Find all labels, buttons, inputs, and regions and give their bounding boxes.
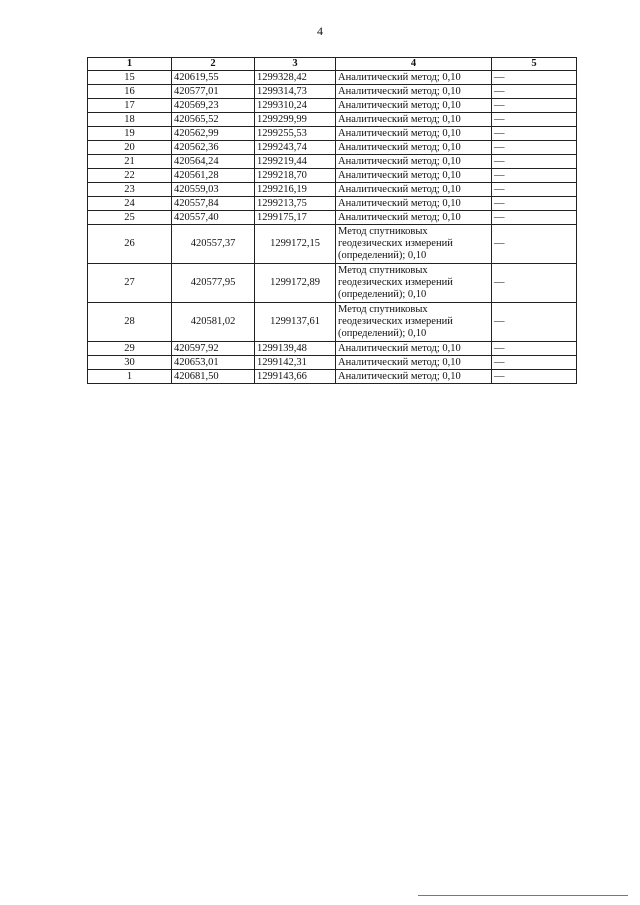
method-cell bbox=[336, 370, 492, 384]
method-cell bbox=[336, 356, 492, 370]
method-text: Аналитический метод; 0,10 bbox=[338, 141, 461, 153]
method-text: Аналитический метод; 0,10 bbox=[338, 113, 461, 125]
x-coordinate-cell: 420581,02 bbox=[172, 303, 255, 342]
x-coordinate-cell: 420562,99 bbox=[172, 127, 255, 141]
x-coordinate-cell: 420597,92 bbox=[172, 342, 255, 356]
x-coordinate-cell: 420557,40 bbox=[172, 211, 255, 225]
y-coordinate-cell: 1299328,42 bbox=[255, 71, 336, 85]
point-number-cell: 26 bbox=[88, 225, 172, 264]
description-cell: — bbox=[492, 356, 577, 370]
x-coordinate-cell: 420577,95 bbox=[172, 264, 255, 303]
y-coordinate-cell: 1299143,66 bbox=[255, 370, 336, 384]
column-header-method: 4 bbox=[336, 58, 492, 71]
coordinates-table bbox=[87, 57, 577, 384]
method-text: Аналитический метод; 0,10 bbox=[338, 370, 461, 382]
method-text: (определений); 0,10 bbox=[338, 250, 427, 261]
method-text: Аналитический метод; 0,10 bbox=[338, 169, 461, 181]
method-cell bbox=[336, 155, 492, 169]
point-number-cell: 29 bbox=[88, 342, 172, 356]
description-cell: — bbox=[492, 99, 577, 113]
method-cell bbox=[336, 183, 492, 197]
description-cell: — bbox=[492, 183, 577, 197]
table-row bbox=[88, 155, 577, 169]
point-number-cell: 17 bbox=[88, 99, 172, 113]
y-coordinate-cell: 1299243,74 bbox=[255, 141, 336, 155]
point-number-cell: 18 bbox=[88, 113, 172, 127]
y-coordinate-cell: 1299299,99 bbox=[255, 113, 336, 127]
description-cell: — bbox=[492, 127, 577, 141]
method-text: Аналитический метод; 0,10 bbox=[338, 197, 461, 209]
point-number-cell: 16 bbox=[88, 85, 172, 99]
method-text: (определений); 0,10 bbox=[338, 328, 427, 339]
description-cell: — bbox=[492, 342, 577, 356]
method-text: Аналитический метод; 0,10 bbox=[338, 342, 461, 354]
description-cell: — bbox=[492, 197, 577, 211]
point-number-cell: 20 bbox=[88, 141, 172, 155]
y-coordinate-cell: 1299213,75 bbox=[255, 197, 336, 211]
method-cell bbox=[336, 85, 492, 99]
description-cell: — bbox=[492, 71, 577, 85]
point-number-cell: 22 bbox=[88, 169, 172, 183]
method-cell bbox=[336, 264, 492, 303]
method-cell bbox=[336, 211, 492, 225]
description-cell: — bbox=[492, 370, 577, 384]
y-coordinate-cell: 1299172,89 bbox=[255, 264, 336, 303]
method-cell bbox=[336, 197, 492, 211]
table-row bbox=[88, 141, 577, 155]
method-text: (определений); 0,10 bbox=[338, 289, 427, 300]
table-body bbox=[88, 71, 577, 384]
y-coordinate-cell: 1299139,48 bbox=[255, 342, 336, 356]
x-coordinate-cell: 420565,52 bbox=[172, 113, 255, 127]
point-number-cell: 25 bbox=[88, 211, 172, 225]
y-coordinate-cell: 1299172,15 bbox=[255, 225, 336, 264]
table-row bbox=[88, 370, 577, 384]
y-coordinate-cell: 1299218,70 bbox=[255, 169, 336, 183]
x-coordinate-cell: 420681,50 bbox=[172, 370, 255, 384]
table-row bbox=[88, 225, 577, 264]
y-coordinate-cell: 1299310,24 bbox=[255, 99, 336, 113]
method-text: Аналитический метод; 0,10 bbox=[338, 155, 461, 167]
table-row bbox=[88, 127, 577, 141]
method-cell bbox=[336, 225, 492, 264]
point-number-cell: 19 bbox=[88, 127, 172, 141]
method-cell bbox=[336, 113, 492, 127]
table-row bbox=[88, 113, 577, 127]
x-coordinate-cell: 420557,84 bbox=[172, 197, 255, 211]
y-coordinate-cell: 1299314,73 bbox=[255, 85, 336, 99]
x-coordinate-cell: 420564,24 bbox=[172, 155, 255, 169]
table-header-row bbox=[88, 58, 577, 71]
page-number: 4 bbox=[317, 24, 323, 38]
table-row bbox=[88, 99, 577, 113]
table-row bbox=[88, 183, 577, 197]
y-coordinate-cell: 1299219,44 bbox=[255, 155, 336, 169]
y-coordinate-cell: 1299142,31 bbox=[255, 356, 336, 370]
x-coordinate-cell: 420561,28 bbox=[172, 169, 255, 183]
method-cell bbox=[336, 141, 492, 155]
column-header-point-number: 1 bbox=[88, 58, 172, 71]
x-coordinate-cell: 420577,01 bbox=[172, 85, 255, 99]
point-number-cell: 21 bbox=[88, 155, 172, 169]
method-cell bbox=[336, 303, 492, 342]
point-number-cell: 28 bbox=[88, 303, 172, 342]
point-number-cell: 23 bbox=[88, 183, 172, 197]
x-coordinate-cell: 420562,36 bbox=[172, 141, 255, 155]
table-row bbox=[88, 85, 577, 99]
bottom-rule bbox=[418, 895, 628, 896]
table-row bbox=[88, 342, 577, 356]
table-row bbox=[88, 71, 577, 85]
column-header-x-coordinate: 2 bbox=[172, 58, 255, 71]
method-cell bbox=[336, 342, 492, 356]
method-text: Аналитический метод; 0,10 bbox=[338, 85, 461, 97]
point-number-cell: 15 bbox=[88, 71, 172, 85]
method-text: Аналитический метод; 0,10 bbox=[338, 99, 461, 111]
method-text: Аналитический метод; 0,10 bbox=[338, 127, 461, 139]
method-text: Метод спутниковых bbox=[338, 226, 428, 237]
method-cell bbox=[336, 169, 492, 183]
description-cell: — bbox=[492, 85, 577, 99]
description-cell: — bbox=[492, 264, 577, 303]
table-row bbox=[88, 169, 577, 183]
x-coordinate-cell: 420619,55 bbox=[172, 71, 255, 85]
x-coordinate-cell: 420653,01 bbox=[172, 356, 255, 370]
description-cell: — bbox=[492, 303, 577, 342]
y-coordinate-cell: 1299216,19 bbox=[255, 183, 336, 197]
method-text: Метод спутниковых bbox=[338, 304, 428, 315]
point-number-cell: 24 bbox=[88, 197, 172, 211]
method-cell bbox=[336, 127, 492, 141]
method-text: Аналитический метод; 0,10 bbox=[338, 183, 461, 195]
x-coordinate-cell: 420559,03 bbox=[172, 183, 255, 197]
method-cell bbox=[336, 99, 492, 113]
method-cell bbox=[336, 71, 492, 85]
method-text: Метод спутниковых bbox=[338, 265, 428, 276]
y-coordinate-cell: 1299137,61 bbox=[255, 303, 336, 342]
description-cell: — bbox=[492, 155, 577, 169]
table-row bbox=[88, 264, 577, 303]
table-row bbox=[88, 303, 577, 342]
column-header-description: 5 bbox=[492, 58, 577, 71]
description-cell: — bbox=[492, 169, 577, 183]
description-cell: — bbox=[492, 141, 577, 155]
description-cell: — bbox=[492, 113, 577, 127]
method-text: Аналитический метод; 0,10 bbox=[338, 356, 461, 368]
point-number-cell: 1 bbox=[88, 370, 172, 384]
x-coordinate-cell: 420557,37 bbox=[172, 225, 255, 264]
point-number-cell: 27 bbox=[88, 264, 172, 303]
method-text: Аналитический метод; 0,10 bbox=[338, 211, 461, 223]
description-cell: — bbox=[492, 211, 577, 225]
y-coordinate-cell: 1299255,53 bbox=[255, 127, 336, 141]
method-text: геодезических измерений bbox=[338, 277, 453, 288]
point-number-cell: 30 bbox=[88, 356, 172, 370]
table-row bbox=[88, 356, 577, 370]
table-row bbox=[88, 197, 577, 211]
method-text: геодезических измерений bbox=[338, 238, 453, 249]
table-row bbox=[88, 211, 577, 225]
description-cell: — bbox=[492, 225, 577, 264]
column-header-y-coordinate: 3 bbox=[255, 58, 336, 71]
y-coordinate-cell: 1299175,17 bbox=[255, 211, 336, 225]
x-coordinate-cell: 420569,23 bbox=[172, 99, 255, 113]
method-text: геодезических измерений bbox=[338, 316, 453, 327]
method-text: Аналитический метод; 0,10 bbox=[338, 71, 461, 83]
